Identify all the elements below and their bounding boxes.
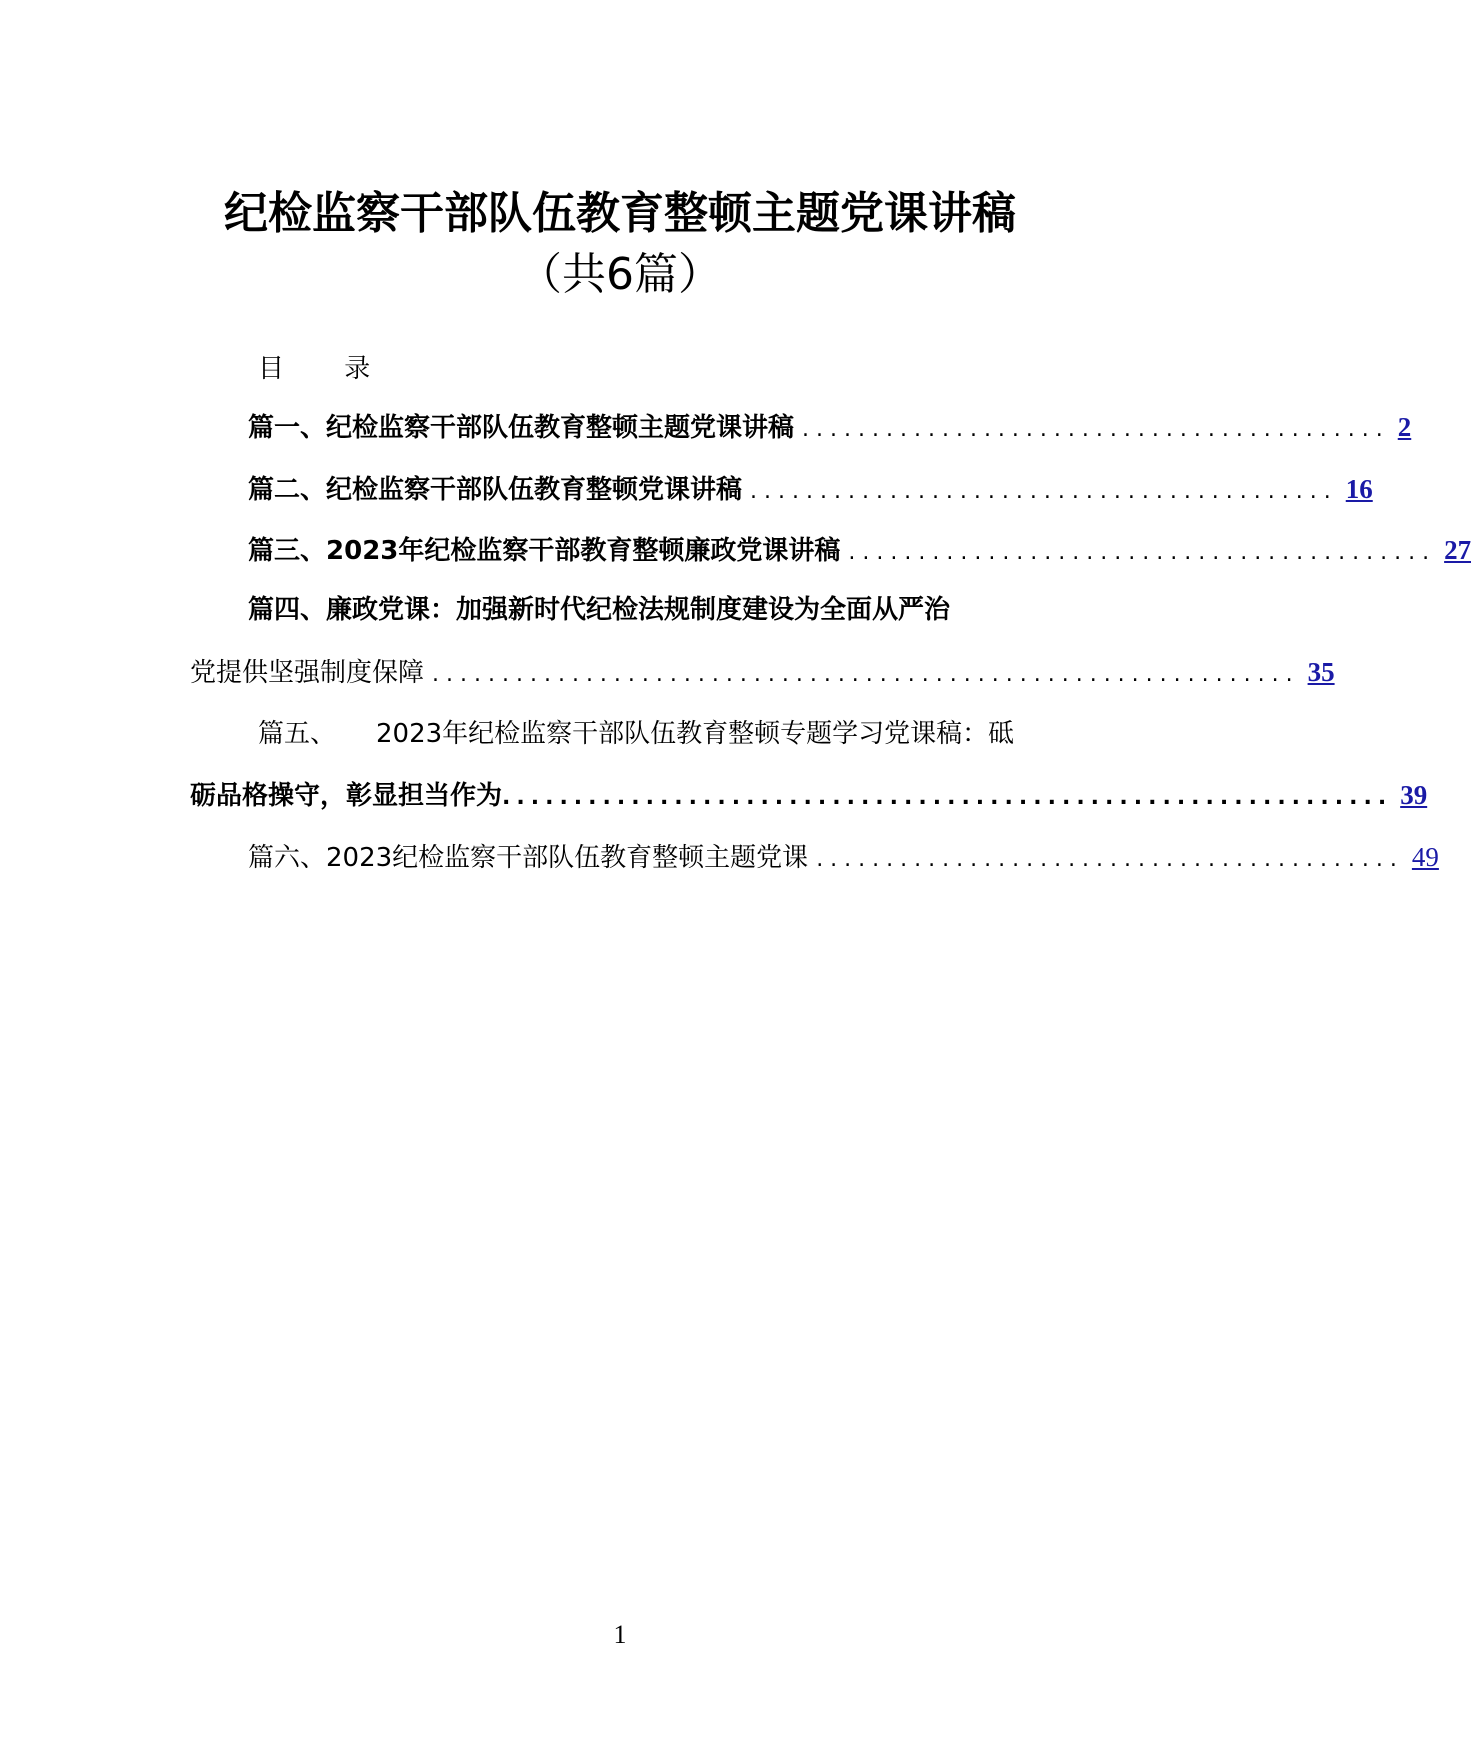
toc-dot-leader: .............................................................. xyxy=(432,662,1300,687)
toc-entry-6[interactable] xyxy=(248,840,1439,877)
toc-dot-leader: .......................................... xyxy=(802,417,1390,442)
toc-entry-label: 篇二、 xyxy=(248,475,327,505)
toc-page-link[interactable]: 2 xyxy=(1397,412,1412,442)
toc-entry-label: 篇三、 xyxy=(248,536,327,566)
toc-entry-4-line2[interactable] xyxy=(190,655,1335,692)
toc-entry-title: 纪检监察干部队伍教育整顿党课讲稿 xyxy=(326,475,743,505)
toc-entry-title-continued: 砺品格操守，彰显担当作为 xyxy=(190,781,503,811)
toc-page-link[interactable]: 27 xyxy=(1444,535,1471,565)
page-number: 1 xyxy=(613,1620,627,1649)
toc-heading: 目 录 xyxy=(258,354,397,384)
toc-dot-leader: .......................................... xyxy=(848,540,1437,565)
toc-page-link[interactable]: 39 xyxy=(1400,780,1428,810)
toc-entry-2[interactable] xyxy=(248,472,1373,509)
toc-entry-title: 廉政党课：加强新时代纪检法规制度建设为全面从严治 xyxy=(326,595,951,625)
toc-entry-label: 篇一、 xyxy=(248,413,327,443)
toc-page-link[interactable]: 49 xyxy=(1411,842,1439,872)
document-title: 纪检监察干部队伍教育整顿主题党课讲稿 xyxy=(224,188,1016,239)
toc-entry-label: 篇六、 xyxy=(248,843,327,873)
toc-entry-title: 2023纪检监察干部队伍教育整顿主题党课 xyxy=(326,843,809,873)
toc-dot-leader: .......................................... xyxy=(816,847,1404,872)
toc-entry-5-line1[interactable] xyxy=(258,717,1014,751)
toc-dot-leader: .......................................... xyxy=(750,479,1338,504)
toc-page-link[interactable]: 16 xyxy=(1345,474,1373,504)
toc-entry-label: 篇五、 xyxy=(258,719,337,749)
toc-entry-4-line1[interactable] xyxy=(248,593,950,627)
toc-entry-1[interactable] xyxy=(248,410,1412,447)
toc-entry-title-continued: 党提供坚强制度保障 xyxy=(190,658,425,688)
toc-entry-title: 2023年纪检监察干部教育整顿廉政党课讲稿 xyxy=(326,536,841,566)
toc-entry-5-line2[interactable] xyxy=(190,778,1428,815)
toc-entry-title: 2023年纪检监察干部队伍教育整顿专题学习党课稿：砥 xyxy=(376,719,1015,749)
document-subtitle: （共6篇） xyxy=(518,249,722,300)
toc-entry-3[interactable] xyxy=(248,533,1471,570)
toc-page-link[interactable]: 35 xyxy=(1307,657,1335,687)
toc-entry-label: 篇四、 xyxy=(248,595,327,625)
toc-dot-leader: .............................................................. xyxy=(502,785,1393,810)
toc-entry-title: 纪检监察干部队伍教育整顿主题党课讲稿 xyxy=(326,413,795,443)
